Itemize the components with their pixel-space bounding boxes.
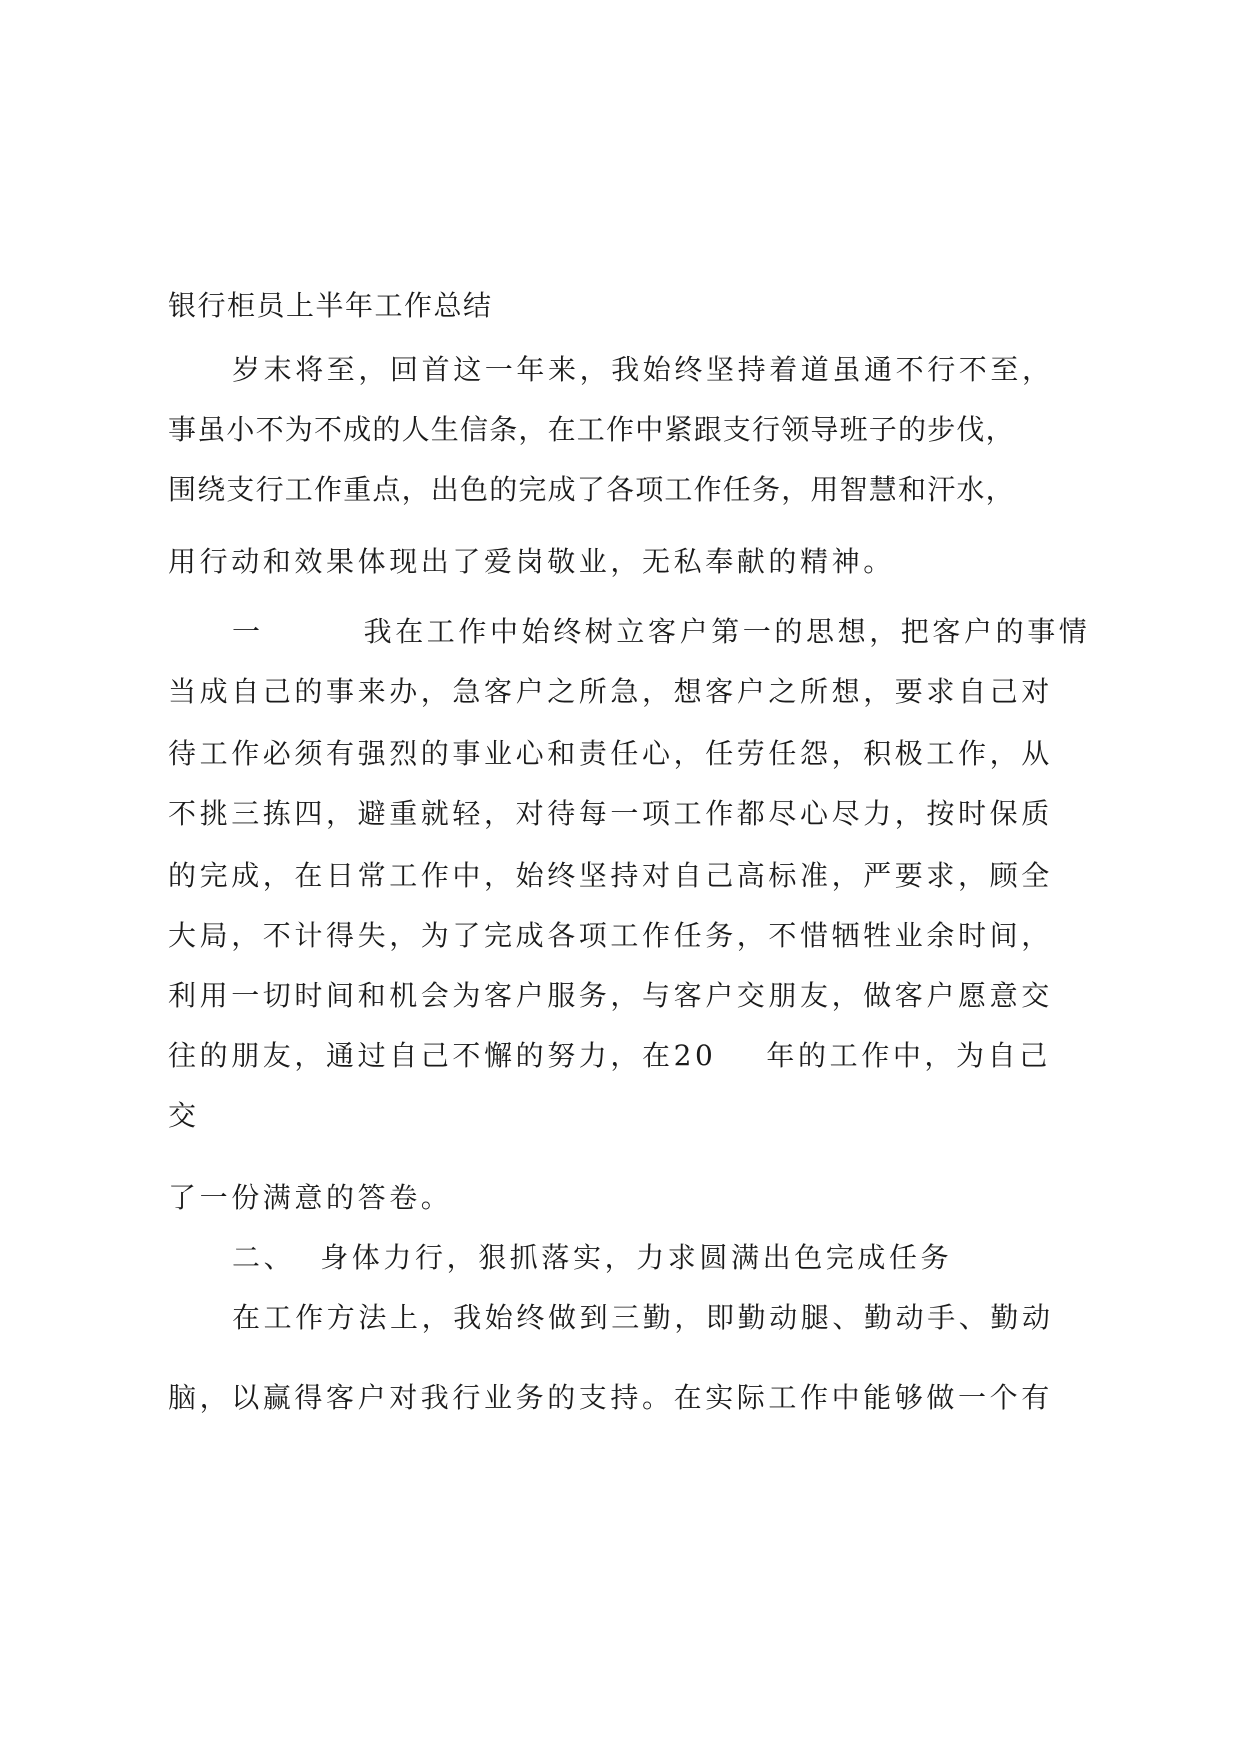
paragraph-line: 在工作方法上，我始终做到三勤，即勤动腿、勤动手、勤动 (232, 1301, 1054, 1334)
paragraph-line: 围绕支行工作重点，出色的完成了各项工作任务，用智慧和汗水， (168, 473, 1015, 506)
paragraph-line: 岁末将至，回首这一年来，我始终坚持着道虽通不行不至， (232, 353, 1054, 386)
paragraph-line: 当成自己的事来办，急客户之所急，想客户之所想，要求自己对 (168, 675, 1053, 708)
paragraph-line: 事虽小不为不成的人生信条，在工作中紧跟支行领导班子的步伐， (168, 413, 1015, 446)
paragraph-line: 了一份满意的答卷。 (168, 1181, 453, 1214)
document-title: 银行柜员上半年工作总结 (168, 289, 493, 322)
paragraph-line: 往的朋友，通过自己不懈的努力，在20 年的工作中，为自己 (168, 1039, 1051, 1072)
paragraph-line: 用行动和效果体现出了爱岗敬业，无私奉献的精神。 (168, 545, 895, 578)
paragraph-line: 交 (168, 1099, 200, 1132)
paragraph-line: 待工作必须有强烈的事业心和责任心，任劳任怨，积极工作，从 (168, 737, 1053, 770)
section-heading: 二、 身体力行，狠抓落实，力求圆满出色完成任务 (232, 1241, 953, 1274)
paragraph-line: 大局，不计得失，为了完成各项工作任务，不惜牺牲业余时间， (168, 919, 1053, 952)
paragraph-line: 利用一切时间和机会为客户服务，与客户交朋友，做客户愿意交 (168, 979, 1053, 1012)
paragraph-line: 脑，以赢得客户对我行业务的支持。在实际工作中能够做一个有 (168, 1381, 1053, 1414)
paragraph-line: 不挑三拣四，避重就轻，对待每一项工作都尽心尽力，按时保质 (168, 797, 1053, 830)
paragraph-line: 的完成，在日常工作中，始终坚持对自己高标准，严要求，顾全 (168, 859, 1053, 892)
paragraph-line: 一 我在工作中始终树立客户第一的思想，把客户的事情 (232, 615, 1091, 648)
